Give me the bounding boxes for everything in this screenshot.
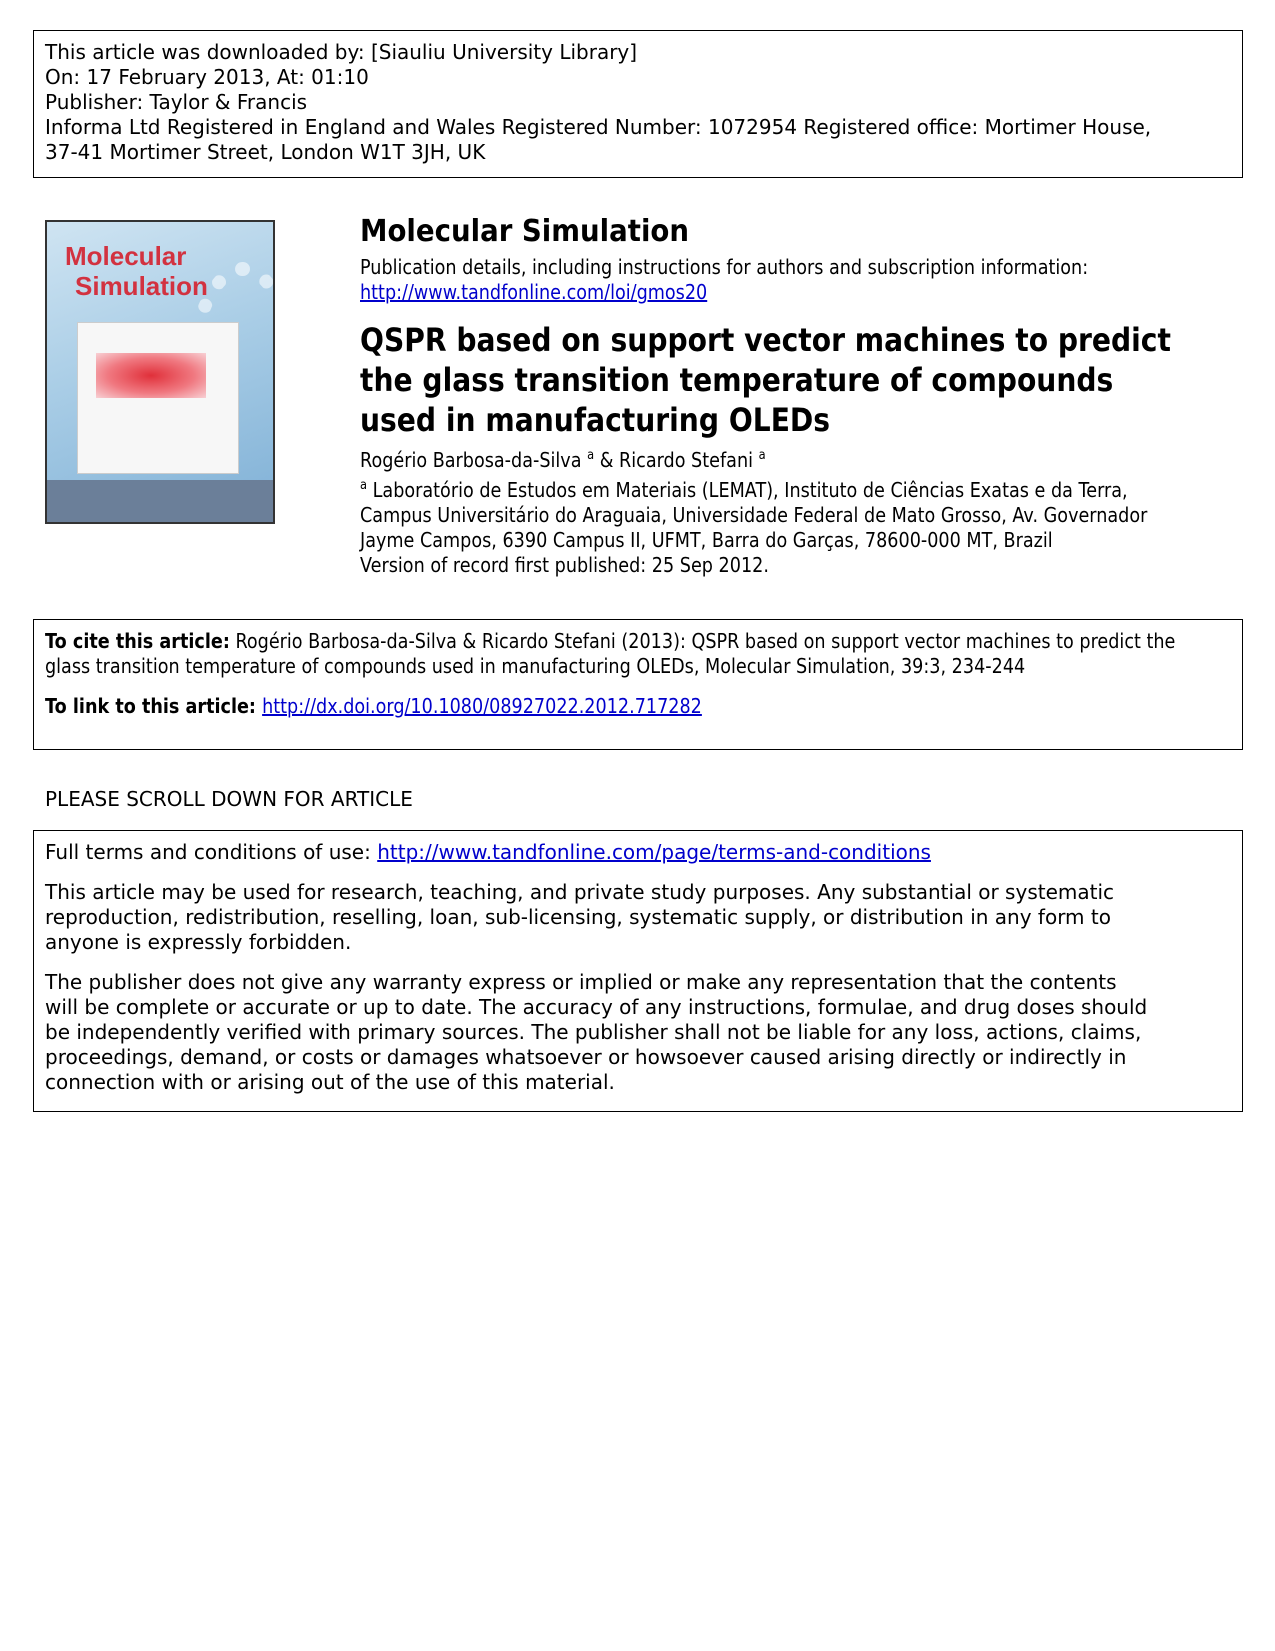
paragraph-line: anyone is expressly forbidden. [45, 930, 352, 954]
affiliation-text: Laboratório de Estudos em Materiais (LEMAT), Instituto de Ciências Exatas e da Terra, [367, 478, 1128, 502]
citation-box [33, 619, 1243, 750]
address-line: 37-41 Mortimer Street, London W1T 3JH, UK [45, 140, 486, 164]
cover-heatmap-plot [77, 322, 239, 474]
affiliation-text: Jayme Campos, 6390 Campus II, UFMT, Barra do Garças, 78600-000 MT, Brazil [360, 528, 1053, 552]
disclaimer-paragraph [45, 970, 1231, 1095]
article-link-line [45, 694, 1089, 719]
cover-heatmap [96, 353, 206, 398]
journal-cover-image [45, 220, 275, 524]
scroll-note: PLEASE SCROLL DOWN FOR ARTICLE [45, 787, 413, 811]
paragraph-line: will be complete or accurate or up to date. The accuracy of any instructions, formulae, and drug doses should [45, 995, 1148, 1019]
paragraph-line: be independently verified with primary sources. The publisher shall not be liable for any loss, actions, claims, [45, 1020, 1142, 1044]
author-name: & Ricardo Stefani [594, 448, 759, 472]
author-name: Rogério Barbosa-da-Silva [360, 448, 588, 472]
link-label: To link to this article: [45, 694, 263, 718]
affiliation [360, 478, 1128, 503]
journal-title: Molecular Simulation [360, 214, 690, 249]
affiliation-mark: a [587, 448, 595, 463]
affiliation-mark: a [758, 448, 766, 463]
publication-details: Publication details, including instructions for authors and subscription information: [360, 255, 1089, 279]
cover-title-line: Simulation [75, 271, 208, 301]
download-date: On: 17 February 2013, At: 01:10 [45, 65, 369, 89]
citation-line [45, 629, 1176, 654]
cover-title-line: Molecular [65, 241, 187, 271]
publisher: Publisher: Taylor & Francis [45, 90, 308, 114]
affiliation-text: Campus Universitário do Araguaia, Universidade Federal de Mato Grosso, Av. Governador [360, 503, 1148, 527]
paragraph-line: connection with or arising out of the use of this material. [45, 1070, 615, 1094]
paragraph-line: The publisher does not give any warranty express or implied or make any representation that the contents [45, 970, 1117, 994]
terms-line [45, 840, 1231, 865]
cite-label: To cite this article: [45, 629, 230, 653]
terms-label: Full terms and conditions of use: [45, 840, 378, 864]
affiliation-mark: a [360, 478, 368, 493]
terms-link[interactable]: http://www.tandfonline.com/page/terms-and-conditions [377, 840, 931, 864]
authors [360, 448, 766, 473]
registration-line: Informa Ltd Registered in England and Wales Registered Number: 1072954 Registered office: Mortimer House, [45, 115, 1152, 139]
cover-footer-strip [47, 480, 273, 522]
paragraph-line: reproduction, redistribution, reselling, loan, sub-licensing, systematic supply, or distribution in any form to [45, 905, 1111, 929]
journal-link[interactable]: http://www.tandfonline.com/loi/gmos20 [360, 280, 708, 304]
usage-paragraph [45, 880, 1231, 955]
download-info-box [33, 30, 1243, 178]
terms-box [33, 830, 1243, 1112]
article-title: QSPR based on support vector machines to predict the glass transition temperature of compounds used in manufacturing OLEDs [360, 321, 1171, 439]
download-line: This article was downloaded by: [Siauliu University Library] [45, 40, 638, 64]
citation-text: Rogério Barbosa-da-Silva & Ricardo Stefani (2013): QSPR based on support vector machines to predict the [229, 629, 1176, 653]
doi-link[interactable]: http://dx.doi.org/10.1080/08927022.2012.717282 [262, 694, 702, 718]
version-of-record: Version of record first published: 25 Sep 2012. [360, 553, 769, 577]
paragraph-line: This article may be used for research, teaching, and private study purposes. Any substantial or systematic [45, 880, 1115, 904]
paragraph-line: proceedings, demand, or costs or damages whatsoever or howsoever caused arising directly or indirectly in [45, 1045, 1127, 1069]
citation-text: glass transition temperature of compounds used in manufacturing OLEDs, Molecular Simulation, 39:3, 234-244 [45, 654, 1026, 678]
